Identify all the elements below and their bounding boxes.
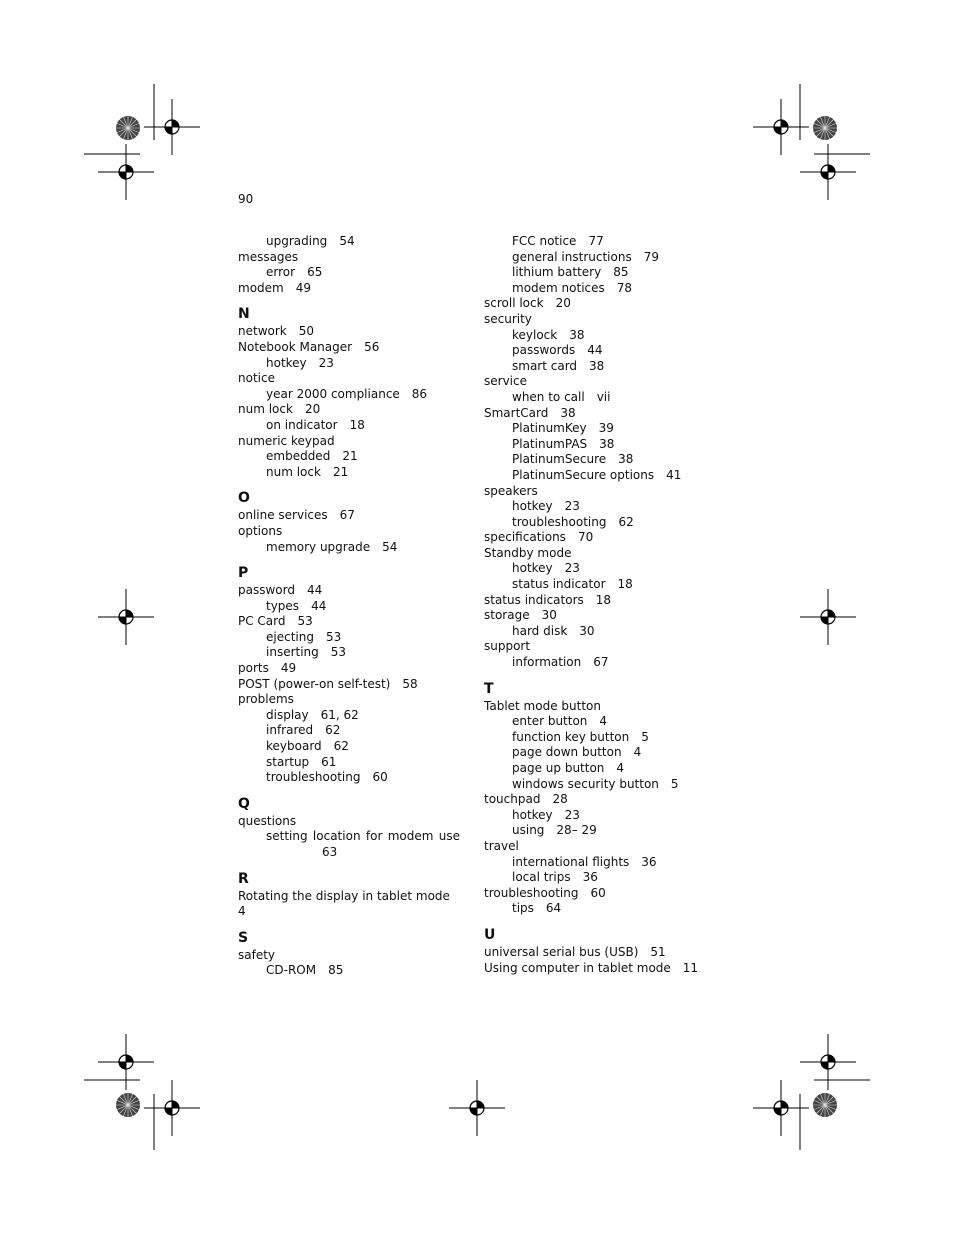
index-page-ref: 85 [328,963,344,978]
index-term: speakers [484,483,538,498]
index-page-ref: 20 [304,402,321,417]
index-entry [238,449,460,465]
index-entry [484,777,714,793]
index-term: SmartCard [484,405,549,420]
index-entry [484,655,714,671]
index-term: status indicator [512,577,606,592]
index-term: troubleshooting [266,770,361,785]
index-entry [484,390,714,406]
index-page-ref: 36 [641,854,657,869]
index-page-ref: 60 [590,885,606,900]
index-entry [238,599,460,615]
index-entry [484,250,714,266]
index-entry [238,739,460,755]
index-entry [484,265,714,281]
index-term: smart card [512,358,578,373]
index-page-ref: 70 [577,530,594,545]
index-term: PC Card [238,614,286,629]
index-page-ref: 58 [402,676,418,691]
index-entry [484,792,714,808]
index-term: general instructions [512,249,632,264]
index-page-ref: 56 [364,339,380,354]
index-page-ref: 4 [238,904,246,919]
index-section-letter: N [238,306,250,323]
index-term: using [512,823,545,838]
index-entry [484,901,714,917]
index-entry [238,583,460,599]
index-term: Rotating the display in tablet mode [238,888,450,903]
index-entry [484,839,714,855]
index-term: troubleshooting [484,885,579,900]
index-column-right [484,234,714,976]
index-page-ref: 30 [579,623,595,638]
index-term: local trips [512,870,571,885]
index-page-ref: 23 [564,561,580,576]
index-entry [238,265,460,281]
index-entry [484,745,714,761]
index-term: ports [238,661,269,676]
index-entry [238,540,460,556]
index-page-ref: 54 [339,234,355,248]
index-page-ref: 4 [599,714,608,729]
index-page-ref: 23 [318,355,334,370]
index-term: infrared [266,723,314,738]
index-term: PlatinumSecure [512,452,607,467]
index-page-ref: 85 [613,265,629,280]
index-term: error [266,265,296,280]
index-page-ref: vii [596,389,611,404]
index-entry [484,870,714,886]
index-page-ref: 86 [411,386,428,401]
index-page-ref: 38 [569,327,585,342]
index-term: status indicators [484,592,584,607]
index-page-ref: 53 [297,614,313,629]
index-term: embedded [266,449,331,464]
index-term: questions [238,813,297,828]
index-page-ref: 38 [618,452,634,467]
index-page-ref: 28 [552,792,568,807]
index-entry [238,356,460,372]
index-term: Using computer in tablet mode [484,960,671,975]
index-term: international flights [512,854,630,869]
index-entry [238,281,460,297]
index-entry [238,387,460,403]
index-term: num lock [238,402,293,417]
index-term: online services [238,508,328,523]
index-page-ref: 5 [641,729,649,744]
index-page-ref: 18 [617,577,633,592]
index-page-ref: 65 [307,265,323,280]
index-page-ref: 36 [582,870,598,885]
index-entry [484,699,714,715]
index-page-ref: 4 [633,745,642,760]
index-entry [484,945,714,961]
index-page-ref: 4 [616,761,625,775]
index-entry [484,328,714,344]
index-term: ejecting [266,629,314,644]
index-term: problems [238,692,294,707]
index-entry [484,608,714,624]
index-page-ref: 79 [643,249,659,264]
index-entry [238,814,460,830]
index-term: numeric keypad [238,433,335,448]
index-term: memory upgrade [266,539,371,554]
index-page-ref: 39 [598,421,614,436]
index-entry [238,371,460,387]
index-term: support [484,639,531,654]
index-entry [238,234,460,250]
index-section-letter: P [238,565,249,582]
index-page-ref: 64 [545,901,562,916]
index-page-ref: 62 [325,723,341,738]
index-entry [484,546,714,562]
index-entry [238,630,460,646]
index-page-ref: 21 [342,449,358,464]
index-page-ref: 53 [330,645,347,660]
index-term: enter button [512,714,588,729]
index-term: modem notices [512,280,605,295]
index-term: year 2000 compliance [266,386,400,401]
index-term: page down button [512,745,622,760]
index-entry [238,434,460,450]
index-entry [238,402,460,418]
index-term: universal serial bus (USB) [484,944,639,959]
index-column-left [238,234,460,979]
index-term: keyboard [266,739,322,754]
index-page-ref: 5 [670,776,679,791]
index-page-ref: 41 [666,467,682,482]
index-term: inserting [266,645,319,660]
index-term: page up button [512,761,605,775]
index-entry [484,296,714,312]
index-page-ref: 60 [372,770,388,785]
index-entry [238,677,460,693]
index-page-ref: 20 [555,296,571,311]
index-section-letter: O [238,490,250,507]
index-entry [484,714,714,730]
index-entry [484,823,714,839]
index-page-ref: 67 [593,655,609,670]
index-term: security [484,311,532,326]
index-entry [484,281,714,297]
index-entry [484,639,714,655]
index-entry [484,484,714,500]
index-term: password [238,583,295,598]
index-entry [238,340,460,356]
index-entry [238,661,460,677]
index-entry [238,465,460,481]
index-term: hotkey [266,355,307,370]
index-page-ref: 63 [322,845,338,859]
index-term: travel [484,838,519,853]
index-term: PlatinumSecure options [512,467,655,482]
index-entry [238,692,460,708]
index-term: types [266,598,300,613]
index-entry [484,593,714,609]
index-term: specifications [484,530,566,545]
index-term: POST (power-on self-test) [238,676,391,691]
index-entry [238,948,460,964]
index-page-ref: 44 [306,583,323,598]
index-page-ref: 53 [325,629,342,644]
index-page-ref: 61, 62 [320,707,359,722]
index-page-ref: 38 [560,405,576,420]
index-term: storage [484,608,530,623]
index-term: on indicator [266,417,338,432]
index-entry [484,808,714,824]
page-number: 90 [238,192,254,206]
index-term: touchpad [484,792,541,807]
index-entry [238,524,460,540]
index-entry [238,723,460,739]
index-term: PlatinumKey [512,421,587,436]
index-entry [484,437,714,453]
index-entry [484,886,714,902]
index-term: CD-ROM [266,963,317,978]
index-page-ref: 49 [280,661,297,676]
index-section-letter: U [484,926,496,943]
index-section-letter: R [238,870,249,887]
index-entry [238,770,460,786]
index-entry [238,963,460,979]
index-page-ref: 62 [618,514,634,529]
index-entry [238,324,460,340]
index-entry [484,530,714,546]
index-term: safety [238,947,276,962]
index-term: FCC notice [512,234,577,248]
index-entry [484,343,714,359]
index-entry [484,312,714,328]
index-entry [238,889,460,920]
index-page-ref: 38 [599,436,615,451]
index-term: setting location for modem use [266,829,460,844]
index-term: troubleshooting [512,514,607,529]
index-entry [238,250,460,266]
index-page-ref: 23 [564,807,580,822]
index-entry [484,234,714,250]
index-term: notice [238,371,275,386]
index-entry [484,515,714,531]
index-page-ref: 51 [650,944,666,959]
index-entry [484,421,714,437]
index-term: tips [512,901,534,916]
index-page-ref: 28– 29 [556,823,597,838]
index-page-ref: 18 [349,417,365,432]
index-term: service [484,374,527,389]
index-entry [484,468,714,484]
index-page-ref: 44 [311,598,327,613]
index-entry [238,829,460,860]
index-term: function key button [512,729,630,744]
index-term: hard disk [512,623,568,638]
index-page-ref: 61 [321,754,337,769]
index-section-letter: T [484,680,494,697]
index-page-ref: 67 [339,508,355,523]
index-term: network [238,324,287,339]
index-section-letter: S [238,929,249,946]
index-entry [484,761,714,777]
index-entry [238,614,460,630]
index-term: Notebook Manager [238,339,353,354]
index-term: hotkey [512,807,553,822]
index-term: startup [266,754,310,769]
index-entry [484,961,714,977]
index-term: upgrading [266,234,328,248]
index-term: Tablet mode button [484,698,601,713]
index-page-ref: 54 [382,539,398,554]
index-entry [238,418,460,434]
index-page-ref: 30 [541,608,557,623]
index-entry [484,624,714,640]
index-entry [484,577,714,593]
index-page-ref: 49 [295,280,312,295]
index-term: scroll lock [484,296,544,311]
index-entry [484,374,714,390]
index-entry [484,561,714,577]
index-entry [484,406,714,422]
index-term: passwords [512,343,576,358]
index-page-ref: 78 [616,280,633,295]
index-page-ref: 44 [587,343,603,358]
index-page-ref: 11 [682,960,699,975]
index-term: hotkey [512,561,553,576]
index-term: information [512,655,582,670]
index-entry [484,855,714,871]
index-entry [484,730,714,746]
index-term: hotkey [512,499,553,514]
index-term: display [266,707,309,722]
index-term: keylock [512,327,558,342]
index-page-ref: 50 [298,324,315,339]
index-term: PlatinumPAS [512,436,588,451]
index-term: lithium battery [512,265,602,280]
index-entry [484,499,714,515]
index-page-ref: 62 [333,739,349,754]
index-entry [238,708,460,724]
index-page-ref: 18 [595,592,612,607]
index-entry [238,508,460,524]
index-entry [484,359,714,375]
index-page-ref: 38 [589,358,605,373]
index-page-ref: 77 [588,234,604,248]
index-entry [238,755,460,771]
index-page-ref: 21 [332,464,349,479]
index-term: messages [238,249,299,264]
index-term: options [238,523,283,538]
index-term: windows security button [512,776,659,791]
index-section-letter: Q [238,795,250,812]
index-page-ref: 23 [564,499,580,514]
index-entry [484,452,714,468]
index-term: Standby mode [484,545,572,560]
index-term: num lock [266,464,321,479]
index-term: modem [238,280,284,295]
index-term: when to call [512,389,585,404]
index-entry [238,645,460,661]
